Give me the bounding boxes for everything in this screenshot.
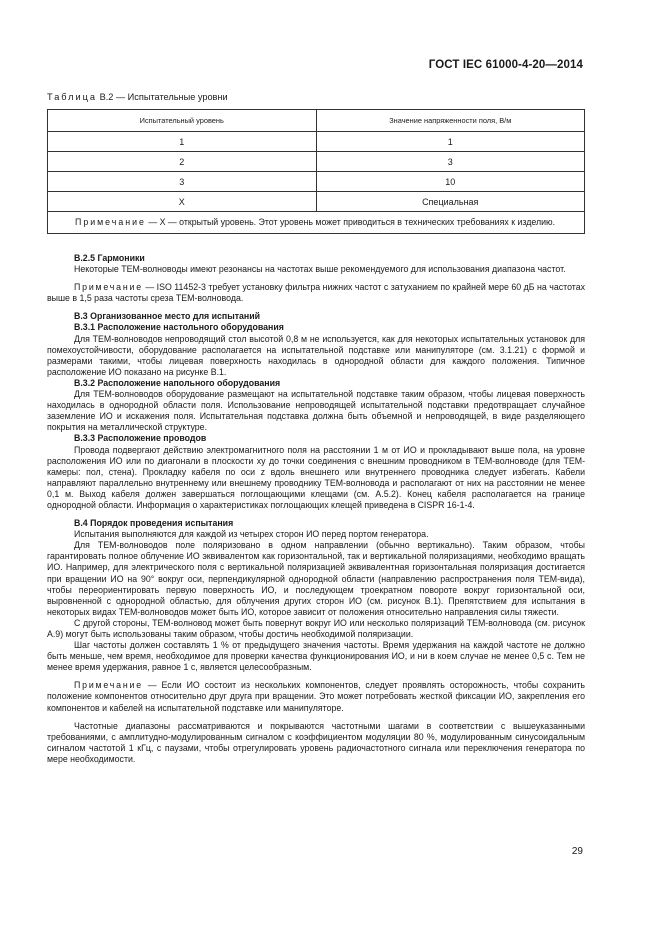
paragraph: Шаг частоты должен составлять 1 % от предыдущего значения частоты. Время удержания на каждой частоте не должно быть меньше, чем время, необходимое для проверки качества функционирования ИО, и ни в коем случае не менее 0,5 с. Тем не менее время удержания, равное 1 с, является целесообразным.	[47, 640, 585, 673]
table-caption-text: В.2 — Испытательные уровни	[97, 92, 228, 102]
table-cell-field: Специальная	[316, 192, 585, 212]
paragraph: Для ТЕМ-волноводов поле поляризовано в одном направлении (обычно вертикально). Таким образом, чтобы гарантировать полное облучение ИО эквивалентом как горизонтальной, так и вертикальной поляризациями, необходимо вращать ИО. Например, для электрического поля с вертикальной поляризацией эквивалентная горизонтальная поляризация достигается при вращении ИО на 90° вокруг оси, перпендикулярной однородной области (направлению распространения поля ТЕМ-вида), чтобы переориентировать первую поверхность ИО, и последующем троекратном повороте вокруг горизонтальной оси, выровненной с однородной областью, для облучения других сторон ИО (см. рисунок В.1). Препятствием для испытания в некоторых видах ТЕМ-волноводов может быть ИО, которое зависит от положения относительно направления силы тяжести.	[47, 540, 585, 617]
table-cell-level: 2	[48, 152, 317, 172]
section-heading-b3: В.3 Организованное место для испытаний	[74, 311, 261, 322]
paragraph: Провода подвергают действию электромагнитного поля на расстоянии 1 м от ИО и прокладывают выше пола, на уровне расположения ИО или по диагонали в плоскости xy до точки соединения с внешним проводником в ТЕМ-волноводе (для ТЕМ-камеры: пол, стена). Прокладку кабеля по оси z вдоль внешнего или внутреннего проводника следует избегать. Кабели направляют параллельно внутреннему или внешнему проводнику ТЕМ-волновода и располагают от них на расстоянии не менее 0,1 м. Выход кабеля должен завершаться поглощающими клещами (см. А.5.2). Конец кабеля располагается на границе однородной области. Информация о характеристиках поглощающих клещей приведена в CISPR 16-1-4.	[47, 444, 585, 510]
table-row	[48, 152, 585, 172]
test-levels-table	[47, 109, 585, 234]
table-cell-field: 3	[316, 152, 585, 172]
paragraph: Некоторые ТЕМ-волноводы имеют резонансы на частотах выше рекомендуемого для использования диапазона частот.	[74, 264, 566, 275]
paragraph: Частотные диапазоны рассматриваются и покрываются частотными шагами в соответствии с вышеуказанными требованиями, с амплитудно-модулированным сигналом с коэффициентом модуляции 80 %, модулированным синусоидальным сигналом частотой 1 кГц, с паузами, чтобы отрегулировать уровень радиочастотного сигнала или переключения генератора по мере необходимости.	[47, 720, 585, 764]
note-label: Примечание	[74, 680, 143, 691]
table-row	[48, 192, 585, 212]
note-label: Примечание	[74, 282, 143, 293]
table-header-level: Испытательный уровень	[48, 110, 317, 132]
paragraph: Испытания выполняются для каждой из четырех сторон ИО перед портом генератора.	[74, 529, 429, 540]
page-number: 29	[571, 846, 583, 857]
section-heading-b25: В.2.5 Гармоники	[74, 253, 145, 263]
note-paragraph	[47, 282, 585, 304]
note-paragraph	[47, 680, 585, 713]
section-heading-b4: В.4 Порядок проведения испытания	[74, 518, 234, 529]
table-row	[48, 172, 585, 192]
table-note-row	[48, 212, 585, 234]
section-heading-b33: В.3.3 Расположение проводов	[74, 433, 207, 444]
table-note	[48, 212, 585, 234]
table-note-text: — X — открытый уровень. Этот уровень может приводиться в технических требованиях к изделию.	[145, 217, 556, 227]
table-cell-level: X	[48, 192, 317, 212]
table-row	[48, 132, 585, 152]
document-body	[47, 253, 585, 765]
section-heading-b31: В.3.1 Расположение настольного оборудования	[74, 322, 284, 333]
section-heading-b32: В.3.2 Расположение напольного оборудования	[74, 377, 281, 388]
table-caption-label: Таблица	[47, 92, 98, 102]
table-cell-level: 3	[48, 172, 317, 192]
note-text: — Если ИО состоит из нескольких компонентов, следует проявлять осторожность, чтобы сохранить положение компонентов относительно друг друга при вращении. Это может потребовать жесткой фиксации ИО, закрепления его компонентов и кабелей на испытательной подставке или манипуляторе.	[47, 680, 585, 713]
paragraph: Для ТЕМ-волноводов оборудование размещают на испытательной подставке таким образом, чтобы лицевая поверхность находилась в однородной области поля. Использование непроводящей испытательной подставки предотвращает случайное заземление ИО и искажения поля. Испытательная подставка должна быть объемной и непроводящей, в виде разделяющего покрытия на металлической структуре.	[47, 389, 585, 433]
paragraph: С другой стороны, ТЕМ-волновод может быть повернут вокруг ИО или несколько поляризаций ТЕМ-волновода (см. рисунок А.9) могут быть использованы таким образом, чтобы достичь необходимой поляризации.	[47, 617, 585, 639]
table-cell-field: 1	[316, 132, 585, 152]
table-note-label: Примечание	[75, 217, 146, 227]
table-header-row	[48, 110, 585, 132]
table-header-field: Значение напряженности поля, В/м	[316, 110, 585, 132]
table-cell-field: 10	[316, 172, 585, 192]
table-caption	[47, 92, 228, 102]
note-text: — ISO 11452-3 требует установку фильтра нижних частот с затуханием по крайней мере 60 дБ на частотах выше в 1,5 раза частоты среза ТЕМ-волновода.	[47, 282, 585, 304]
table-cell-level: 1	[48, 132, 317, 152]
paragraph: Для ТЕМ-волноводов непроводящий стол высотой 0,8 м не используется, как для некоторых испытательных установок для помехоустойчивости, оборудование располагается на испытательной подставке или манипуляторе (см. 3.1.21) с формой и размерами такими, чтобы лицевая поверхность находилась в однородной области для каждого положения. Типичное расположение ИО показано на рисунке В.1.	[47, 333, 585, 377]
standard-header: ГОСТ IEC 61000-4-20—2014	[428, 59, 583, 71]
